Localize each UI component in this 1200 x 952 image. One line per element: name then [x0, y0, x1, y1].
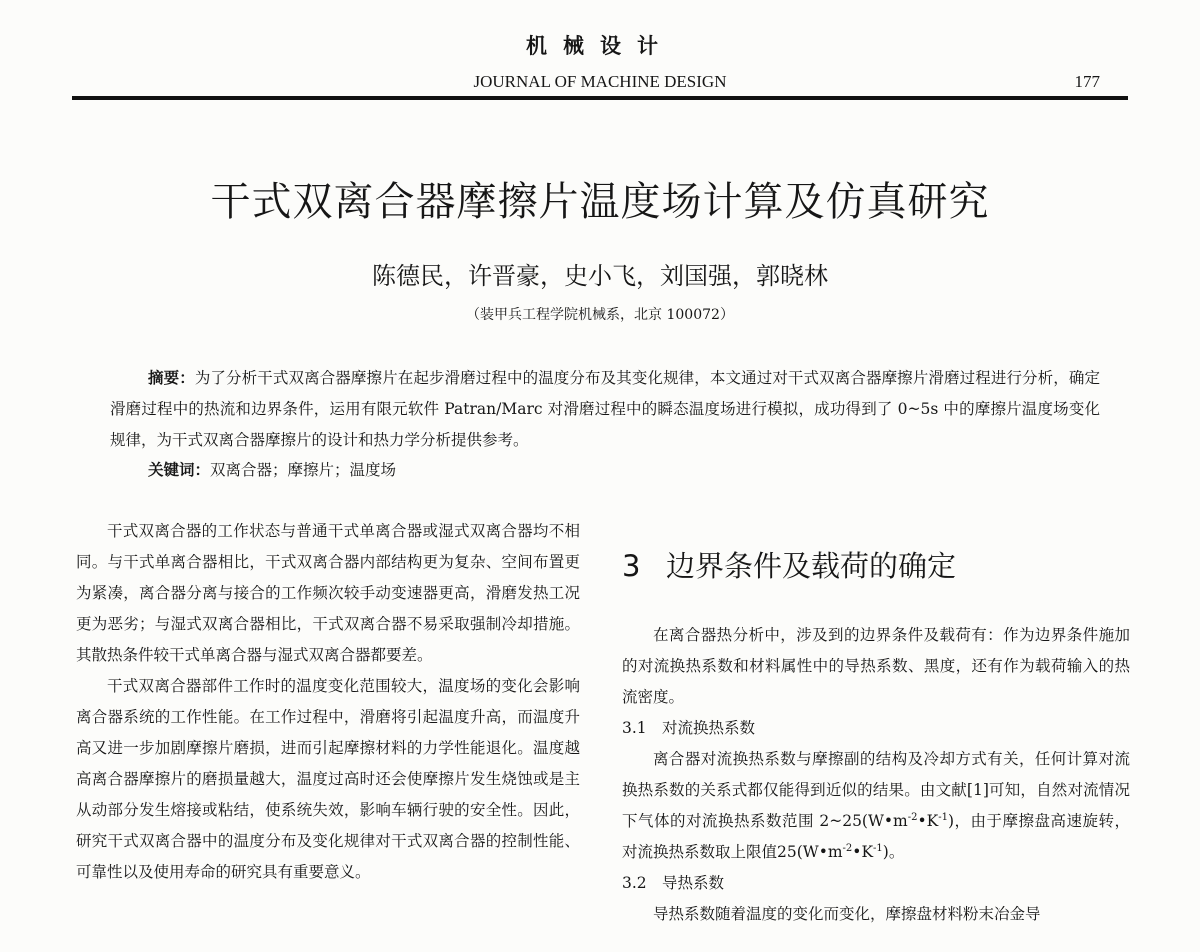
section-title: 边界条件及载荷的确定 [666, 549, 957, 583]
abstract-label: 摘要： [148, 368, 195, 387]
left-column [76, 516, 580, 888]
keywords [148, 458, 396, 480]
subsection-number: 3.1 [622, 719, 647, 737]
superscript: -1 [938, 811, 948, 823]
text-run: •K [917, 812, 939, 830]
header-rule [72, 96, 1128, 100]
subsection-number: 3.2 [622, 874, 647, 892]
abstract-text: 为了分析干式双离合器摩擦片在起步滑磨过程中的温度分布及其变化规律，本文通过对干式双离合器摩擦片滑磨过程进行分析，确定滑磨过程中的热流和边界条件，运用有限元软件 Patran/Marc 对滑磨过程中的瞬态温度场进行模拟，成功得到了 0~5s 中的摩擦片温度场变化规律，为干式双离合器摩擦片的设计和热力学分析提供参考。 [110, 369, 1100, 449]
abstract [110, 362, 1100, 456]
paper-title: 干式双离合器摩擦片温度场计算及仿真研究 [210, 179, 990, 225]
keywords-label: 关键词： [148, 460, 211, 479]
text-run: )。 [882, 843, 905, 861]
body-paragraph: 干式双离合器部件工作时的温度变化范围较大，温度场的变化会影响离合器系统的工作性能。在工作过程中，滑磨将引起温度升高，而温度升高又进一步加剧摩擦片磨损，进而引起摩擦材料的力学性能退化。温度越高离合器摩擦片的磨损量越大，温度过高时还会使摩擦片发生烧蚀或是主从动部分发生熔接或粘结，使系统失效，影响车辆行驶的安全性。因此，研究干式双离合器中的温度分布及变化规律对干式双离合器的控制性能、可靠性以及使用寿命的研究具有重要意义。 [76, 677, 580, 881]
keywords-text: 双离合器；摩擦片；温度场 [210, 461, 397, 479]
journal-name-chinese: 机械设计 [526, 33, 674, 58]
superscript: -2 [842, 842, 853, 854]
section-number: 3 [622, 549, 641, 583]
subsection-title: 导热系数 [662, 874, 725, 892]
subsection-heading [622, 868, 1130, 899]
superscript: -2 [907, 811, 918, 823]
superscript: -1 [873, 842, 883, 854]
subsection-paragraph [622, 744, 1130, 868]
body-paragraph: 干式双离合器的工作状态与普通干式单离合器或湿式双离合器均不相同。与干式单离合器相比，干式双离合器内部结构更为复杂、空间布置更为紧凑，离合器分离与接合的工作频次较手动变速器更高，滑磨发热工况更为恶劣；与湿式双离合器相比，干式双离合器不易采取强制冷却措施。其散热条件较干式单离合器与湿式双离合器都要差。 [76, 522, 580, 664]
text-run: •K [852, 843, 874, 861]
author-list: 陈德民，许晋豪，史小飞，刘国强，郭晓林 [372, 262, 828, 290]
page-number: 177 [1074, 72, 1100, 91]
subsection-heading [622, 713, 1130, 744]
affiliation: （装甲兵工程学院机械系，北京 100072） [466, 307, 734, 323]
subsection-paragraph: 导热系数随着温度的变化而变化，摩擦盘材料粉末冶金导 [653, 905, 1041, 923]
subsection-title: 对流换热系数 [662, 719, 756, 737]
section-heading [622, 544, 956, 585]
journal-name-english: JOURNAL OF MACHINE DESIGN [473, 72, 727, 91]
section-intro: 在离合器热分析中，涉及到的边界条件及载荷有：作为边界条件施加的对流换热系数和材料属性中的导热系数、黑度，还有作为载荷输入的热流密度。 [622, 626, 1130, 706]
text-run: 离合器对流换热系数与摩擦副的结构及冷却方式有关，任何计算对流换热系数的关系式都仅能得到近似的结果。由文献[1]可知，自然对流情况下气体的对流换热系数范围 2~25(W•m [622, 750, 1130, 830]
text-run: )，由于摩擦盘高速旋转，对流换热系数取上限值25(W•m [622, 812, 1130, 861]
right-column [622, 620, 1130, 930]
